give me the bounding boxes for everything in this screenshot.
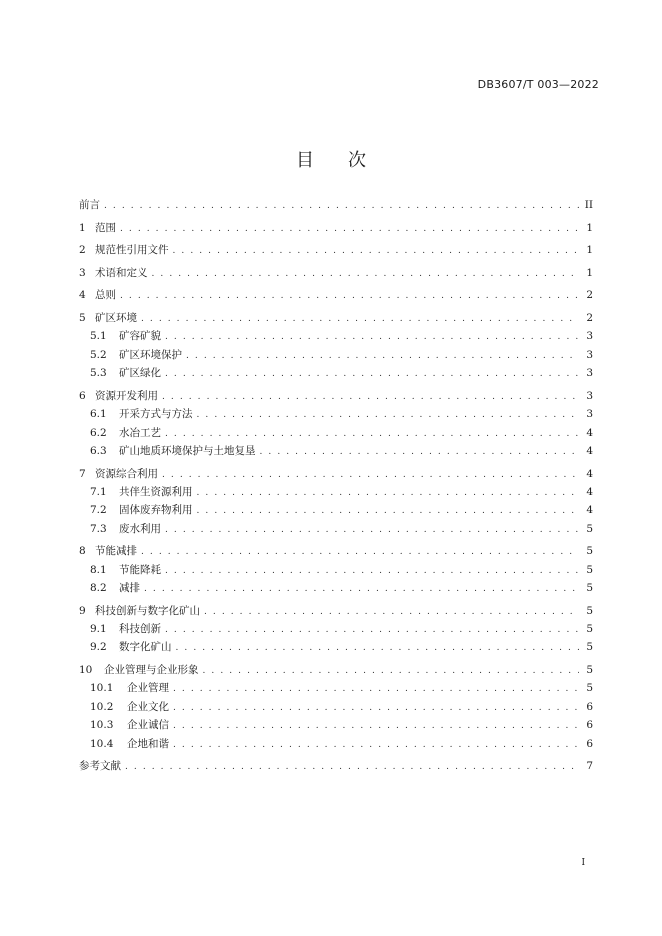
toc-entry[interactable] [79, 604, 593, 619]
toc-entry-page: 4 [586, 467, 593, 480]
toc-entry[interactable] [79, 389, 593, 404]
toc-entry-number: 7 [79, 467, 86, 480]
toc-entry-label: 矿区环境保护 [119, 348, 182, 361]
page-number: I [581, 858, 585, 868]
toc-entry-number: 9 [79, 604, 86, 617]
toc-entry-number: 3 [79, 266, 86, 279]
toc-entry-number: 7.1 [90, 485, 107, 498]
toc-entry-label: 前言 [79, 199, 100, 211]
toc-entry-number: 10.1 [90, 682, 114, 695]
toc-entry-page: 1 [586, 266, 593, 279]
toc-entry[interactable] [79, 522, 593, 537]
toc-entry-label: 资源开发利用 [95, 389, 158, 402]
dot-leader [165, 427, 579, 441]
toc-entry-page: 5 [586, 604, 593, 617]
toc-entry-page: 5 [586, 563, 593, 576]
toc-entry-page: 5 [586, 582, 593, 595]
toc-entry-label: 企地和谐 [127, 737, 169, 750]
toc-entry-page: 7 [586, 760, 593, 773]
dot-leader [165, 523, 579, 537]
toc-entry-page: 5 [586, 545, 593, 558]
toc-entry-label: 科技创新 [119, 623, 161, 636]
toc-entry-label: 规范性引用文件 [95, 244, 169, 257]
toc-entry-label: 减排 [119, 582, 140, 595]
toc-entry-page: 5 [586, 664, 593, 677]
dot-leader [186, 349, 579, 363]
dot-leader [173, 701, 579, 715]
dot-leader [141, 312, 579, 326]
toc-entry-page: 4 [586, 485, 593, 498]
toc-entry-page: 5 [586, 522, 593, 535]
dot-leader [165, 367, 579, 381]
toc-entry-label: 科技创新与数字化矿山 [95, 604, 200, 617]
toc-entry[interactable] [79, 718, 593, 733]
toc-entry-label: 矿区绿化 [119, 367, 161, 380]
toc-entry[interactable] [79, 266, 593, 281]
dot-leader [197, 486, 580, 500]
toc-entry[interactable] [79, 467, 593, 482]
toc-entry-page: 6 [586, 700, 593, 713]
toc-entry-label: 资源综合利用 [95, 467, 158, 480]
table-of-contents [79, 198, 593, 774]
toc-entry-page: 2 [586, 311, 593, 324]
dot-leader [173, 719, 579, 733]
toc-entry-label: 范围 [95, 221, 116, 234]
toc-entry-number: 10.2 [90, 700, 114, 713]
dot-leader [260, 445, 580, 459]
toc-entry-number: 8.2 [90, 582, 107, 595]
toc-entry-page: 3 [586, 330, 593, 343]
toc-entry[interactable] [79, 663, 593, 678]
dot-leader [197, 408, 580, 422]
toc-entry-label: 共伴生资源利用 [119, 485, 193, 498]
toc-entry-page: II [584, 199, 593, 211]
toc-entry-label: 企业文化 [127, 700, 169, 713]
toc-entry-number: 4 [79, 289, 86, 302]
toc-entry-label: 术语和定义 [95, 266, 148, 279]
toc-entry[interactable] [79, 581, 593, 596]
toc-entry-number: 8.1 [90, 563, 107, 576]
toc-entry[interactable] [79, 329, 593, 344]
toc-entry[interactable] [79, 503, 593, 518]
toc-entry-label: 企业管理 [127, 682, 169, 695]
dot-leader [165, 330, 579, 344]
toc-entry-number: 7.2 [90, 504, 107, 517]
dot-leader [162, 390, 579, 404]
toc-entry-number: 6.1 [90, 408, 107, 421]
toc-entry-label: 节能减排 [95, 545, 137, 558]
toc-entry[interactable] [79, 288, 593, 303]
toc-entry-number: 10 [79, 664, 93, 677]
toc-entry-label: 矿容矿貌 [119, 330, 161, 343]
toc-entry-page: 4 [586, 444, 593, 457]
document-code: DB3607/T 003—2022 [477, 78, 599, 91]
toc-entry-label: 矿山地质环境保护与土地复垦 [119, 444, 256, 457]
toc-entry-number: 10.4 [90, 737, 114, 750]
toc-entry-number: 6 [79, 389, 86, 402]
toc-entry[interactable] [79, 737, 593, 752]
toc-entry-label: 固体废弃物利用 [119, 504, 193, 517]
dot-leader [144, 582, 579, 596]
toc-entry-number: 7.3 [90, 522, 107, 535]
dot-leader [104, 199, 579, 213]
toc-entry-label: 开采方式与方法 [119, 408, 193, 421]
toc-entry-number: 9.2 [90, 641, 107, 654]
toc-entry-number: 1 [79, 221, 86, 234]
dot-leader [141, 545, 579, 559]
dot-leader [125, 760, 579, 774]
toc-entry-number: 8 [79, 545, 86, 558]
toc-entry-page: 3 [586, 408, 593, 421]
toc-entry[interactable] [79, 366, 593, 381]
toc-entry[interactable] [79, 700, 593, 715]
toc-entry[interactable] [79, 759, 593, 774]
toc-entry-label: 矿区环境 [95, 311, 137, 324]
toc-entry-number: 5.2 [90, 348, 107, 361]
dot-leader [165, 564, 579, 578]
toc-entry[interactable] [79, 485, 593, 500]
dot-leader [173, 682, 579, 696]
toc-entry[interactable] [79, 407, 593, 422]
toc-entry-page: 2 [586, 289, 593, 302]
toc-entry-number: 6.2 [90, 426, 107, 439]
toc-entry[interactable] [79, 563, 593, 578]
toc-entry[interactable] [79, 426, 593, 441]
dot-leader [120, 222, 579, 236]
toc-entry-number: 5 [79, 311, 86, 324]
toc-entry-number: 5.3 [90, 367, 107, 380]
dot-leader [173, 738, 579, 752]
dot-leader [152, 267, 580, 281]
toc-entry[interactable] [79, 311, 593, 326]
dot-leader [173, 244, 580, 258]
toc-entry-page: 5 [586, 682, 593, 695]
toc-entry[interactable] [79, 681, 593, 696]
toc-entry-page: 4 [586, 426, 593, 439]
toc-entry[interactable] [79, 640, 593, 655]
toc-entry-page: 4 [586, 504, 593, 517]
dot-leader [120, 289, 579, 303]
toc-entry-label: 数字化矿山 [119, 641, 172, 654]
toc-entry[interactable] [79, 198, 593, 213]
toc-entry-page: 6 [586, 719, 593, 732]
toc-entry-number: 10.3 [90, 719, 114, 732]
dot-leader [176, 641, 580, 655]
toc-entry[interactable] [79, 622, 593, 637]
toc-entry[interactable] [79, 221, 593, 236]
toc-entry[interactable] [79, 348, 593, 363]
dot-leader [197, 504, 580, 518]
toc-entry-page: 3 [586, 348, 593, 361]
toc-entry-number: 6.3 [90, 444, 107, 457]
toc-entry-label: 节能降耗 [119, 563, 161, 576]
toc-entry-label: 企业管理与企业形象 [104, 664, 199, 677]
toc-entry-page: 3 [586, 389, 593, 402]
toc-entry-label: 水冶工艺 [119, 426, 161, 439]
toc-entry[interactable] [79, 243, 593, 258]
toc-entry-page: 3 [586, 367, 593, 380]
toc-entry-page: 1 [586, 244, 593, 257]
toc-entry-number: 5.1 [90, 330, 107, 343]
toc-entry-page: 5 [586, 623, 593, 636]
dot-leader [162, 468, 579, 482]
dot-leader [203, 664, 580, 678]
toc-entry-label: 总则 [95, 289, 116, 302]
dot-leader [204, 605, 579, 619]
toc-entry-page: 5 [586, 641, 593, 654]
toc-entry-label: 参考文献 [79, 760, 121, 773]
toc-entry-number: 9.1 [90, 623, 107, 636]
dot-leader [165, 623, 579, 637]
toc-entry[interactable] [79, 544, 593, 559]
toc-entry-label: 废水利用 [119, 522, 161, 535]
toc-entry[interactable] [79, 444, 593, 459]
toc-entry-label: 企业诚信 [127, 719, 169, 732]
page-title: 目次 [296, 150, 400, 171]
toc-entry-number: 2 [79, 244, 86, 257]
toc-entry-page: 1 [586, 221, 593, 234]
toc-entry-page: 6 [586, 737, 593, 750]
